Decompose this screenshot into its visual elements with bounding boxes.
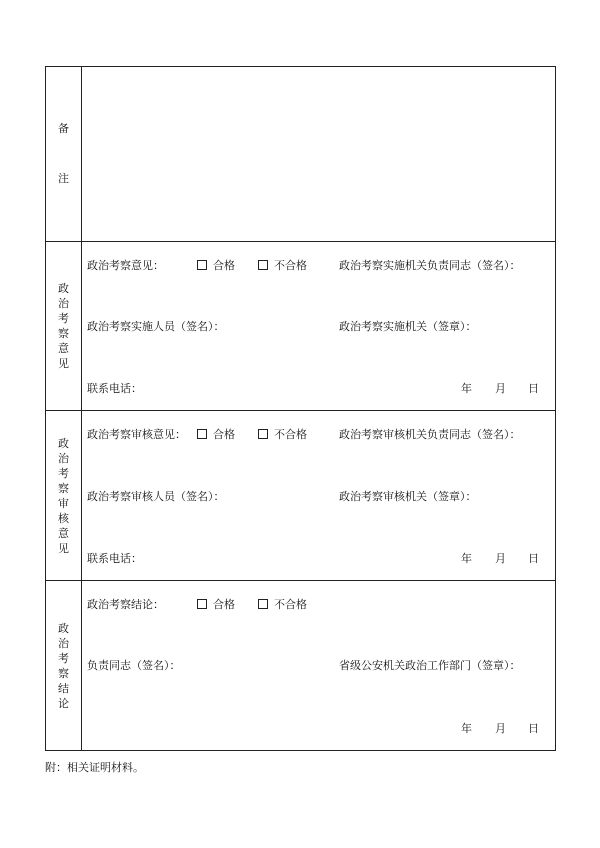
section2-label-char: 审 <box>58 496 69 510</box>
political-review-form-table <box>45 66 556 751</box>
checkbox-icon[interactable] <box>258 599 268 609</box>
row-divider <box>46 580 555 581</box>
date-day-label: 日 <box>528 722 539 735</box>
section3-row-label <box>46 581 81 751</box>
section1-fail-option[interactable] <box>258 259 307 273</box>
section2-phone-label: 联系电话： <box>87 552 142 565</box>
date-day-label: 日 <box>528 382 539 395</box>
fail-label: 不合格 <box>274 259 307 272</box>
fail-label: 不合格 <box>274 598 307 611</box>
section2-leader-signature: 政治考察审核机关负责同志（签名）： <box>339 428 521 441</box>
pass-label: 合格 <box>213 428 235 441</box>
section3-label-char: 考 <box>58 652 69 665</box>
section1-phone-label: 联系电话： <box>87 382 142 395</box>
section3-label-char: 论 <box>58 697 69 710</box>
checkbox-icon[interactable] <box>197 429 207 439</box>
section3-leader-signature: 负责同志（签名）： <box>87 659 181 672</box>
date-month-label: 月 <box>495 552 506 565</box>
remarks-row-label <box>46 67 81 241</box>
checkbox-icon[interactable] <box>197 599 207 609</box>
section1-opinion-label: 政治考察意见： <box>87 259 164 272</box>
section2-pass-option[interactable] <box>197 428 235 442</box>
section1-pass-option[interactable] <box>197 259 235 273</box>
section2-label-char: 核 <box>58 511 69 525</box>
date-day-label: 日 <box>528 552 539 565</box>
section2-row-label <box>46 411 81 580</box>
section1-leader-signature: 政治考察实施机关负责同志（签名）： <box>339 259 521 272</box>
remarks-label-char: 备 <box>58 122 69 135</box>
section2-label-char: 意 <box>58 526 69 540</box>
section1-label-char: 见 <box>58 357 69 370</box>
remarks-field[interactable] <box>82 67 555 241</box>
section2-label-char: 察 <box>58 481 69 495</box>
section1-row-label <box>46 242 81 410</box>
section1-label-char: 治 <box>58 297 69 310</box>
pass-label: 合格 <box>213 598 235 611</box>
section1-org-seal: 政治考察实施机关（签章）： <box>339 320 477 333</box>
section3-fail-option[interactable] <box>258 598 307 612</box>
pass-label: 合格 <box>213 259 235 272</box>
checkbox-icon[interactable] <box>258 260 268 270</box>
section2-org-seal: 政治考察审核机关（签章）： <box>339 490 477 503</box>
section2-label-char: 见 <box>58 541 69 555</box>
section3-org-seal: 省级公安机关政治工作部门（签章）： <box>339 659 521 672</box>
date-year-label: 年 <box>461 722 472 735</box>
section2-fail-option[interactable] <box>258 428 307 442</box>
section2-label-char: 政 <box>58 436 69 450</box>
attachment-footnote: 附：相关证明材料。 <box>45 761 144 774</box>
row-divider <box>46 410 555 411</box>
section3-label-char: 治 <box>58 637 69 650</box>
checkbox-icon[interactable] <box>258 429 268 439</box>
section1-label-char: 意 <box>58 342 69 355</box>
date-year-label: 年 <box>461 552 472 565</box>
section3-conclusion-label: 政治考察结论： <box>87 598 164 611</box>
section2-opinion-label: 政治考察审核意见： <box>87 428 186 441</box>
section1-label-char: 察 <box>58 327 69 340</box>
date-month-label: 月 <box>495 382 506 395</box>
fail-label: 不合格 <box>274 428 307 441</box>
remarks-label-char: 注 <box>58 172 69 185</box>
section1-staff-signature: 政治考察实施人员（签名）： <box>87 320 225 333</box>
section3-label-char: 结 <box>58 682 69 695</box>
section3-label-char: 察 <box>58 667 69 680</box>
section3-label-char: 政 <box>58 622 69 635</box>
checkbox-icon[interactable] <box>197 260 207 270</box>
row-divider <box>46 241 555 242</box>
section1-label-char: 考 <box>58 312 69 325</box>
section2-label-char: 考 <box>58 466 69 480</box>
date-month-label: 月 <box>495 722 506 735</box>
section3-pass-option[interactable] <box>197 598 235 612</box>
section2-label-char: 治 <box>58 451 69 465</box>
section1-label-char: 政 <box>58 282 69 295</box>
date-year-label: 年 <box>461 382 472 395</box>
section2-staff-signature: 政治考察审核人员（签名）： <box>87 490 225 503</box>
